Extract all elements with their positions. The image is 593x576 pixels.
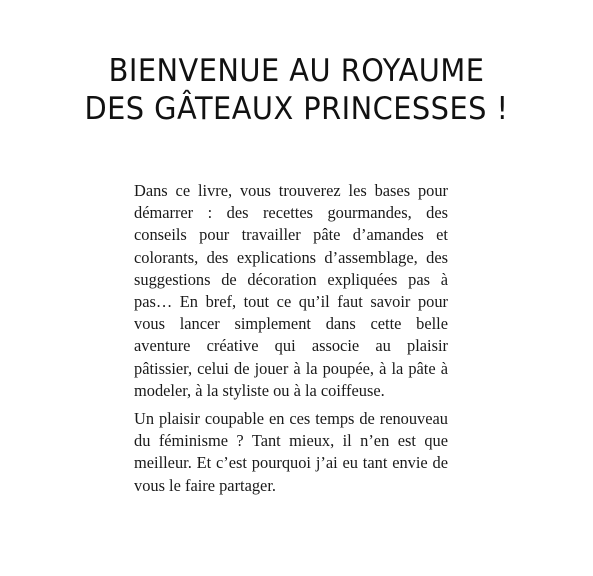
intro-paragraph-2: Un plaisir coupable en ces temps de renouveau du féminisme ? Tant mieux, il n’en est que meilleur. Et c’est pourquoi j’ai eu tant envie de vous le faire partager.	[134, 409, 448, 495]
page-title	[58, 52, 535, 128]
intro-paragraph-1: Dans ce livre, vous trouverez les bases pour démarrer : des recettes gourmandes, des conseils pour travailler pâte d’amandes et colorants, des explications d’assemblage, des suggestions de décoration expliquées pas à pas… En bref, tout ce qu’il faut savoir pour vous lancer simplement dans cette belle aventure créative qui associe au plaisir pâtissier, celui de jouer à la poupée, à la pâte à modeler, à la styliste ou à la coiffeuse.	[134, 181, 448, 400]
title-line-2: DES GÂTEAUX PRINCESSES !	[84, 91, 509, 127]
title-line-1: BIENVENUE AU ROYAUME	[108, 53, 485, 89]
intro-text	[134, 180, 448, 497]
